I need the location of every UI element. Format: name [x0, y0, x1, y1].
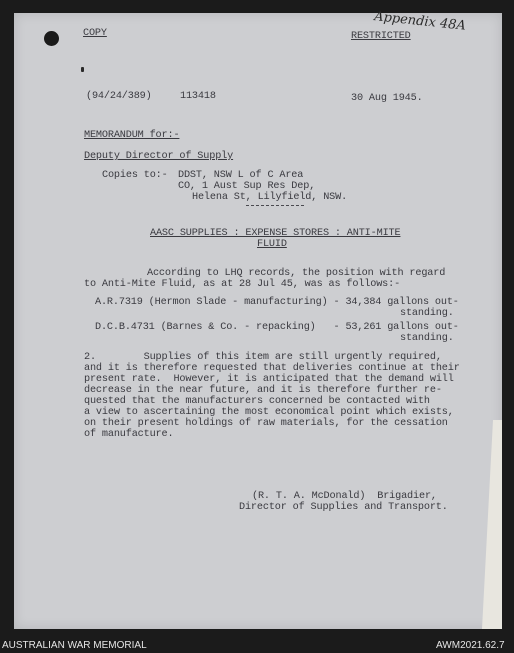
paragraph-text: 2. Supplies of this item are still urgently required,	[84, 352, 442, 363]
memo-addressee: Deputy Director of Supply	[84, 151, 234, 162]
footer-accession: AWM2021.62.7	[436, 640, 505, 651]
subject-line: AASC SUPPLIES : EXPENSE STORES : ANTI-MITE	[150, 228, 401, 239]
subject-line: FLUID	[257, 239, 287, 250]
file-reference: (94/24/389)	[86, 91, 152, 102]
paragraph-text: a view to ascertaining the most economical point which exists,	[84, 407, 454, 418]
paragraph-text: of manufacture.	[84, 429, 174, 440]
punch-hole	[44, 31, 59, 46]
paragraph-text: quested that the manufacturers concerned be contacted with	[84, 396, 430, 407]
stock-item-continuation: standing.	[400, 333, 454, 344]
signature-name: (R. T. A. McDonald) Brigadier,	[252, 491, 437, 502]
paragraph-text: to Anti-Mite Fluid, as at 28 Jul 45, was as follows:-	[84, 279, 401, 290]
copy-label: COPY	[83, 28, 107, 39]
classification-label: RESTRICTED	[351, 31, 411, 42]
paragraph-text: decrease in the near future, and it is therefore further re-	[84, 385, 442, 396]
ink-mark	[81, 67, 84, 72]
stock-item: A.R.7319 (Hermon Slade - manufacturing) - 34,384 gallons out-	[95, 297, 459, 308]
paragraph-text: According to LHQ records, the position with regard	[147, 268, 446, 279]
copies-label: Copies to:-	[102, 170, 168, 181]
copy-recipient: DDST, NSW L of C Area	[178, 170, 304, 181]
stock-item: D.C.B.4731 (Barnes & Co. - repacking) - 53,261 gallons out-	[95, 322, 459, 333]
document-page	[14, 13, 502, 629]
copy-recipient-address: Helena St, Lilyfield, NSW.	[192, 192, 348, 203]
paragraph-text: present rate. However, it is anticipated that the demand will	[84, 374, 454, 385]
signature-title: Director of Supplies and Transport.	[239, 502, 448, 513]
paragraph-text: and it is therefore requested that deliveries continue at their	[84, 363, 460, 374]
stock-item-continuation: standing.	[400, 308, 454, 319]
memo-date: 30 Aug 1945.	[351, 93, 423, 104]
copy-recipient: CO, 1 Aust Sup Res Dep,	[178, 181, 316, 192]
footer-institution: AUSTRALIAN WAR MEMORIAL	[2, 640, 147, 651]
paragraph-text: on their present holdings of raw materials, for the cessation	[84, 418, 448, 429]
memo-number: 113418	[180, 91, 216, 102]
memo-title: MEMORANDUM for:-	[84, 130, 180, 141]
handwritten-appendix-note: Appendix 48A	[373, 9, 467, 34]
separator-line	[246, 205, 304, 206]
